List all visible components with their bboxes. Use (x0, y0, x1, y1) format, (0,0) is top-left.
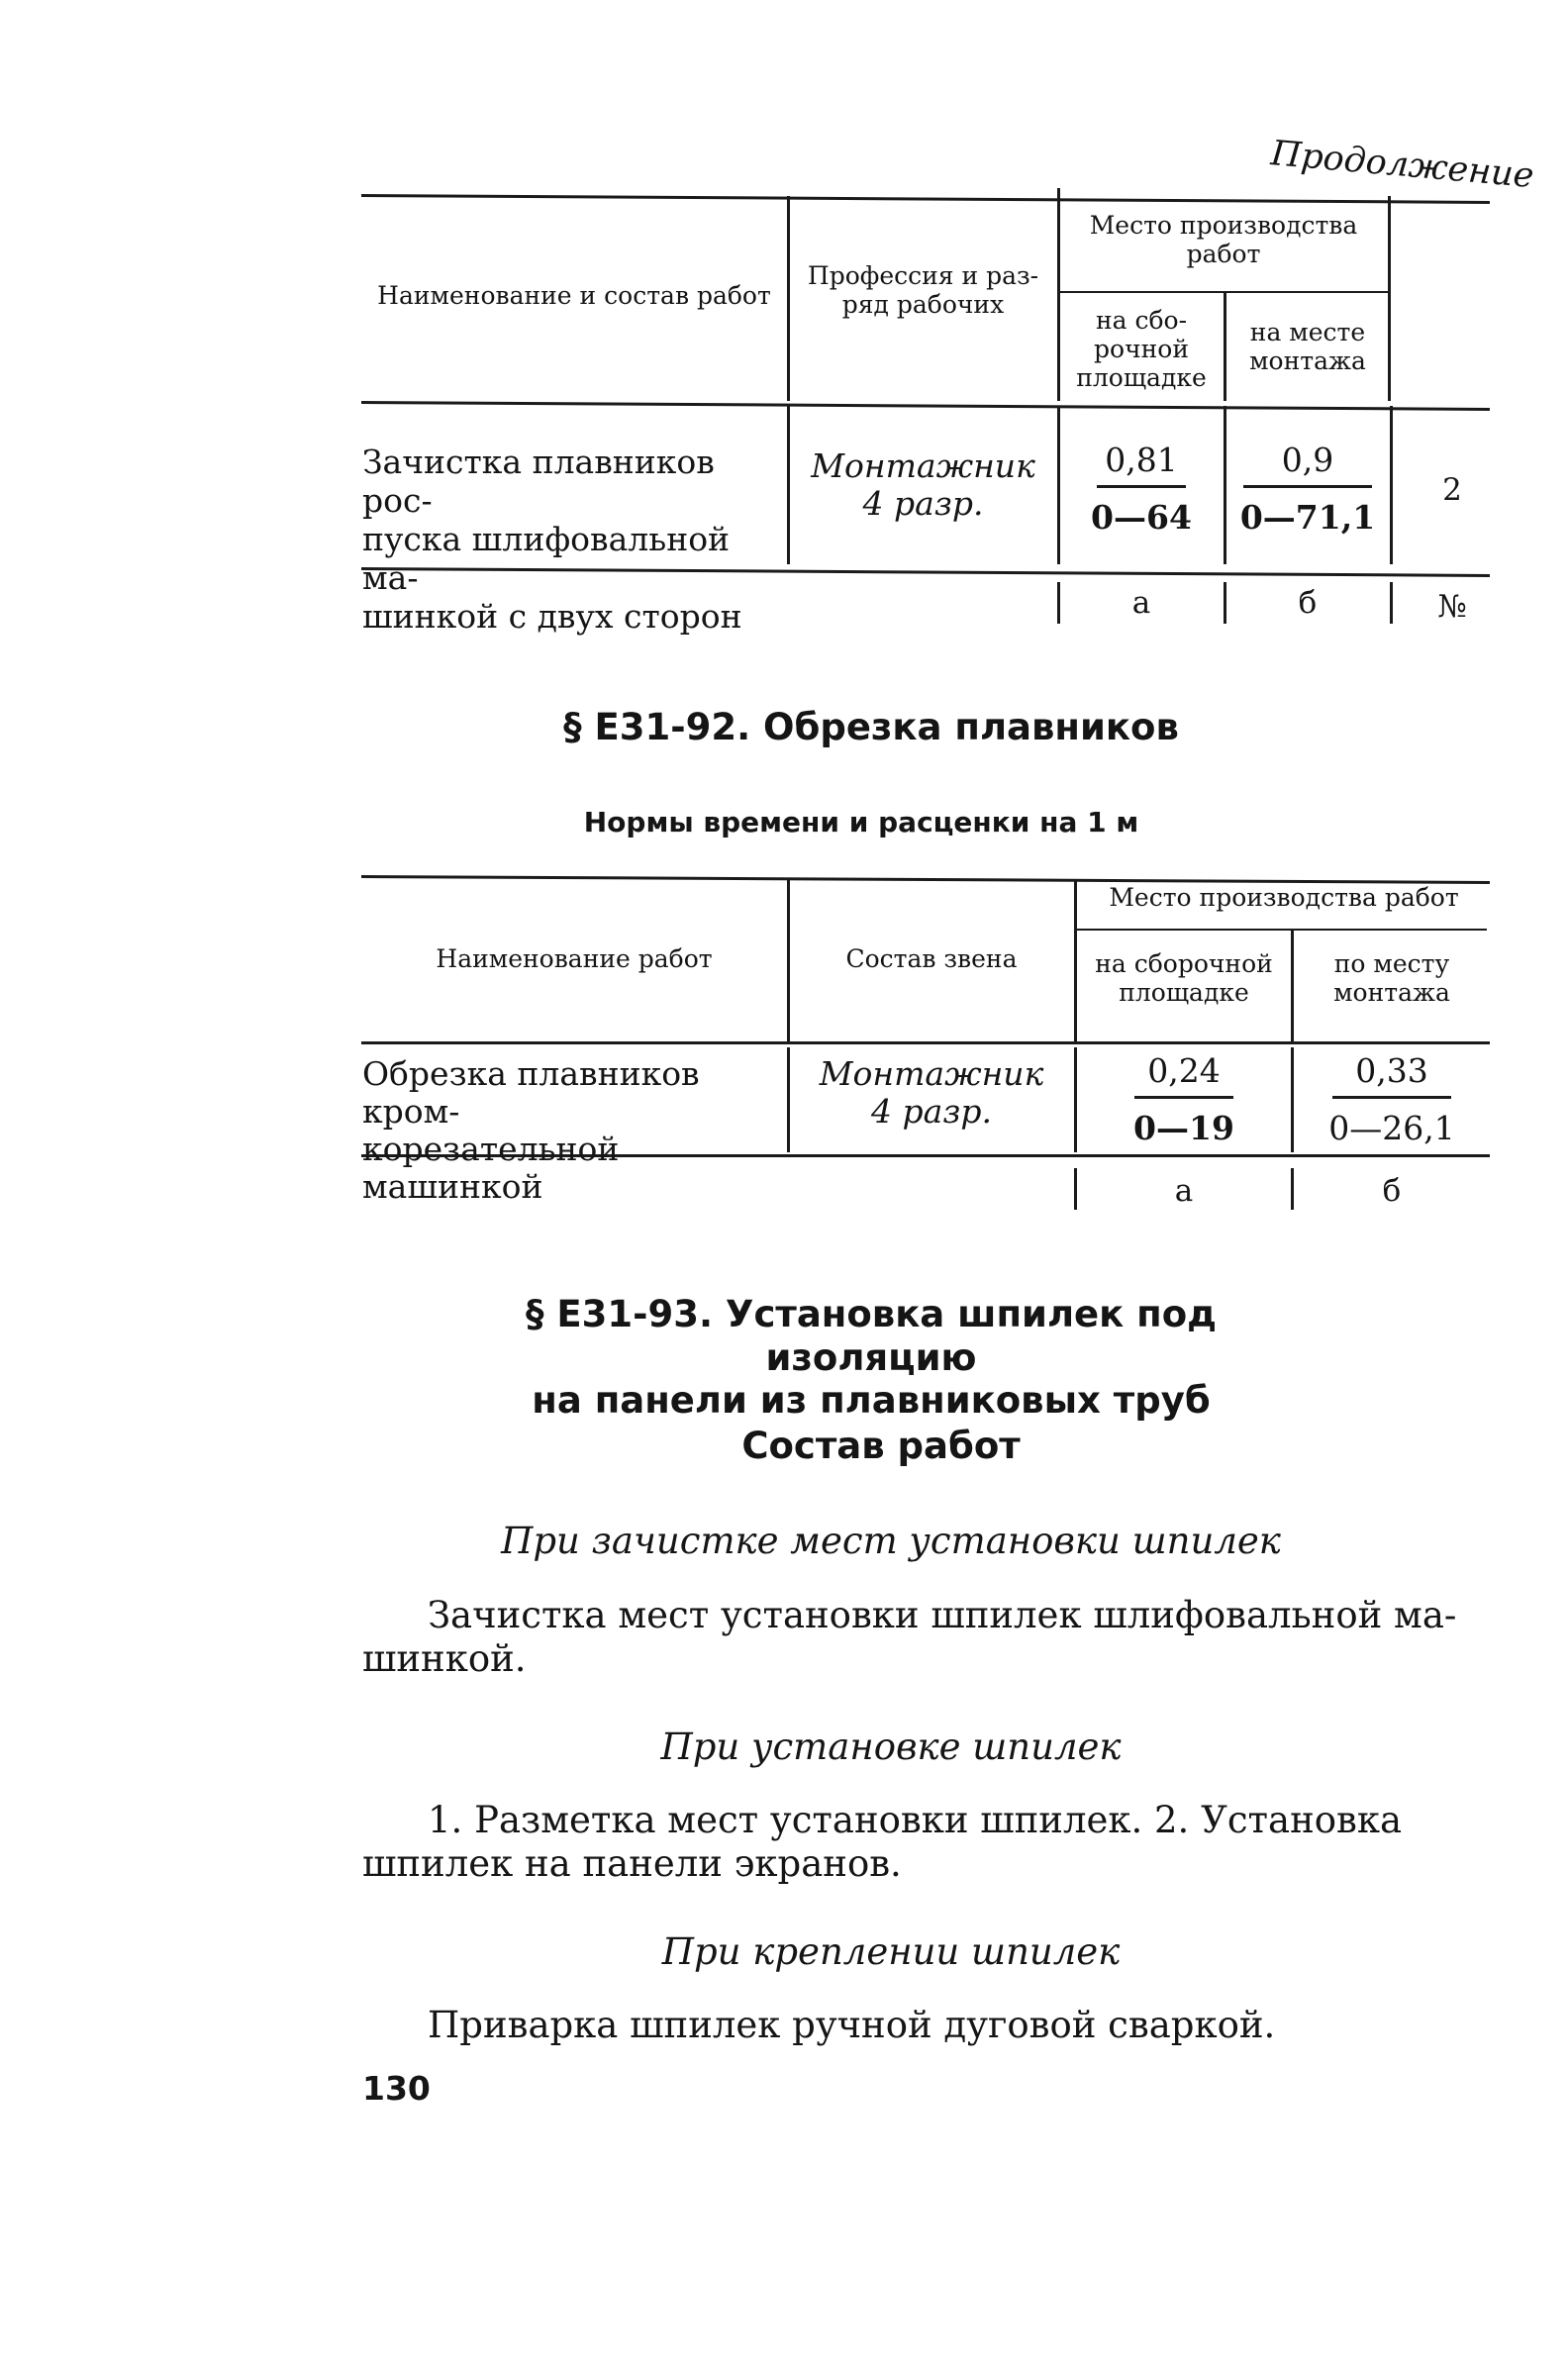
table-2-value-a (1079, 1051, 1289, 1147)
subheading-cleaning: При зачистке мест установки шпилек (501, 1520, 1281, 1562)
table-1-header-rule (361, 401, 1490, 411)
table-2-row-name: Обрезка плавников кром- корезательной машинкой (362, 1054, 700, 1206)
table-2-row-crew: Монтажник 4 разр. (819, 1054, 1044, 1131)
table-2-vline (787, 879, 790, 1041)
table-1-vline (1057, 188, 1060, 401)
table-1-norm-a: 0,81 (1097, 441, 1186, 488)
table-2-vline (1291, 931, 1294, 1041)
table-2-vline (1291, 1047, 1294, 1152)
table-2-footer-a: а (1174, 1173, 1194, 1209)
table-2-place-subrule (1077, 929, 1487, 931)
table-1-vline (787, 406, 790, 564)
table-1-vline (1224, 582, 1226, 624)
table-2-rate-b: 0—26,1 (1328, 1109, 1455, 1147)
table-1-vline (1057, 582, 1060, 624)
section-93-title: § Е31-93. Установка шпилек под изоляцию на панели из плавниковых труб (526, 1293, 1217, 1423)
table-1-value-a (1061, 441, 1222, 537)
table-1-vline (1388, 196, 1391, 401)
table-2-header-place-a: на сборочной площадке (1095, 949, 1273, 1007)
table-1-rate-b: 0—71,1 (1239, 498, 1376, 537)
table-1-header-place-b: на месте монтажа (1249, 318, 1366, 375)
text-installation: 1. Разметка мест установки шпилек. 2. Установка шпилек на панели экранов. (362, 1799, 1403, 1886)
composition-title: Состав работ (741, 1425, 1021, 1467)
table-2-vline (1074, 879, 1077, 1041)
table-2-value-b (1295, 1051, 1489, 1147)
table-2-header-place-b: по месту монтажа (1333, 949, 1450, 1007)
table-1-vline (1057, 406, 1060, 564)
table-2-header-place: Место производства работ (1109, 883, 1459, 912)
table-1-footer-number: № (1437, 589, 1467, 625)
table-2-footer-b: б (1382, 1173, 1402, 1209)
table-2-header-rule (361, 1041, 1490, 1044)
table-2-vline (1074, 1168, 1077, 1210)
table-2-rate-a: 0—19 (1133, 1109, 1234, 1147)
table-1-footer-b: б (1298, 585, 1318, 621)
table-1-vline (787, 196, 790, 401)
table-1-vline (1224, 293, 1226, 401)
section-92-title: § Е31-92. Обрезка плавников (563, 706, 1179, 748)
section-92-subtitle: Нормы времени и расценки на 1 м (583, 806, 1139, 838)
table-2-header-crew: Состав звена (845, 944, 1018, 973)
table-1-header-name: Наименование и состав работ (377, 281, 771, 310)
table-2-vline (1074, 1047, 1077, 1152)
table-1-header-place-a: на сбо- рочной площадке (1076, 306, 1207, 392)
table-1-header-profession: Профессия и раз- ряд рабочих (807, 261, 1039, 319)
text-cleaning: Зачистка мест установки шпилек шлифовальной ма- шинкой. (362, 1594, 1457, 1681)
subheading-fastening: При креплении шпилек (661, 1930, 1121, 1973)
text-fastening: Приварка шпилек ручной дуговой сваркой. (428, 2004, 1276, 2046)
table-1-top-rule (361, 194, 1490, 204)
table-1-header-place: Место производства работ (1089, 211, 1358, 268)
table-1-norm-b: 0,9 (1243, 441, 1372, 488)
table-2-header-name: Наименование работ (436, 944, 713, 973)
table-2-vline (1291, 1168, 1294, 1210)
table-1-row-profession: Монтажник 4 разр. (811, 446, 1035, 523)
table-1-value-b (1227, 441, 1388, 537)
subheading-installation: При установке шпилек (660, 1725, 1122, 1768)
table-2-vline (787, 1047, 790, 1152)
continuation-label: Продолжение (1269, 134, 1536, 197)
table-2-norm-a: 0,24 (1134, 1051, 1233, 1099)
page-number: 130 (362, 2069, 431, 2108)
table-2-norm-b: 0,33 (1332, 1051, 1451, 1099)
table-1-rate-a: 0—64 (1091, 498, 1192, 537)
table-1-vline (1224, 406, 1226, 564)
table-1-vline (1390, 406, 1393, 564)
table-1-footer-a: а (1131, 585, 1151, 621)
table-1-vline (1390, 582, 1393, 624)
table-1-row-name: Зачистка плавников рос- пуска шлифовальной ма- шинкой с двух сторон (362, 443, 742, 636)
table-1-row-number: 2 (1442, 472, 1462, 508)
